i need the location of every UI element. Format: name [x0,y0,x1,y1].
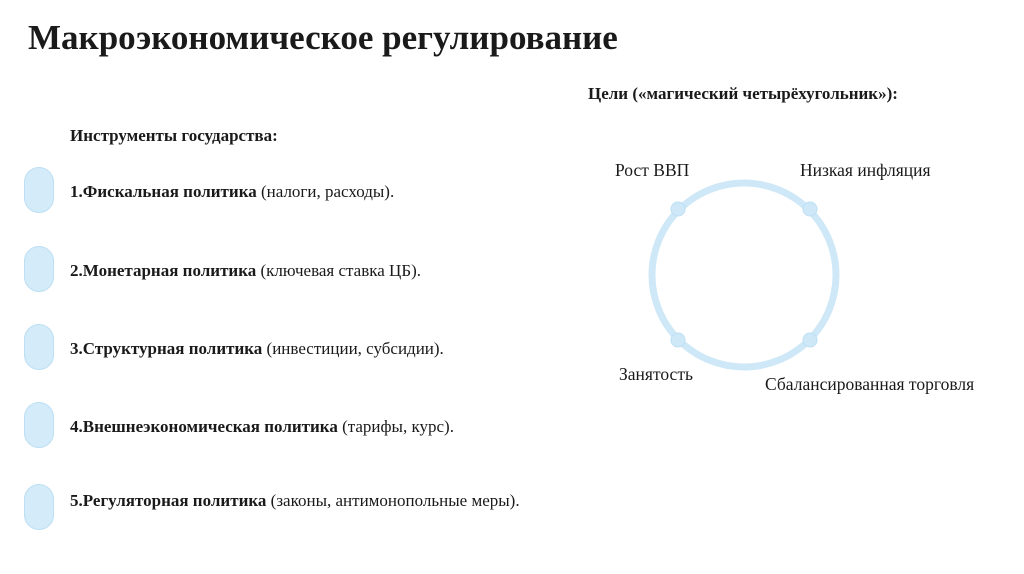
goal-node-trade [803,333,817,347]
tool-detail: (тарифы, курс). [337,417,454,436]
tool-detail: (ключевая ставка ЦБ). [256,261,421,280]
goal-label-employment: Занятость [619,364,693,384]
slide-title: Макроэкономическое регулирование [28,18,618,57]
tool-detail: (инвестиции, субсидии). [262,339,444,358]
tool-name: 5.Регуляторная политика [70,491,267,510]
goals-heading: Цели («магический четырёхугольник»): [588,84,898,103]
goal-label-inflation: Низкая инфляция [800,160,931,180]
tool-detail: (законы, антимонопольные меры). [266,491,520,510]
goal-node-inflation [803,202,817,216]
goal-label-gdp: Рост ВВП [615,160,690,180]
goal-node-gdp [671,202,685,216]
tool-detail: (налоги, расходы). [256,182,395,201]
instruments-heading: Инструменты государства: [70,126,278,145]
tool-name: 3.Структурная политика [70,339,263,358]
tool-name: 2.Монетарная политика [70,261,257,280]
tool-name: 1.Фискальная политика [70,182,257,201]
tool-name: 4.Внешнеэкономическая политика [70,417,338,436]
goal-node-employment [671,333,685,347]
goal-label-trade: Сбалансированная торговля [765,374,975,394]
